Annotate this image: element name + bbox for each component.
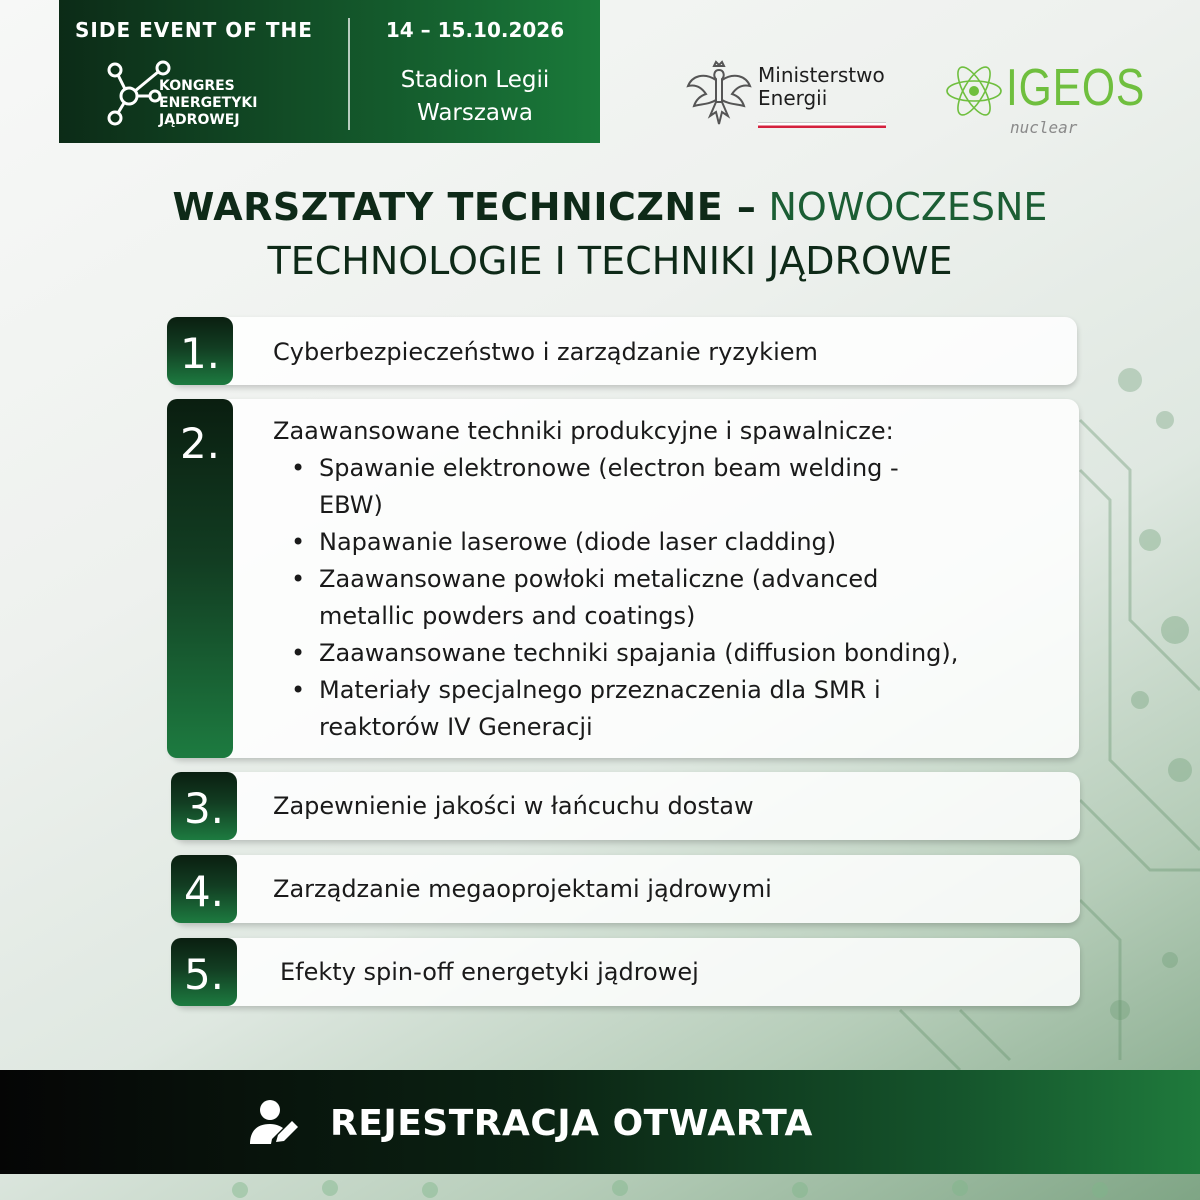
side-event-label: SIDE EVENT OF THE <box>75 18 313 42</box>
sub-item-5-line-2: reaktorów IV Generacji <box>319 713 593 741</box>
sub-item-4 <box>273 635 1063 672</box>
igeos-subtitle: nuclear <box>1010 118 1078 137</box>
sub-item-1 <box>273 450 1063 524</box>
item-text-4: Zarządzanie megaoprojektami jądrowymi <box>273 875 772 903</box>
sub-item-3-line-1: • Zaawansowane powłoki metaliczne (advanced <box>319 565 879 593</box>
kongres-logo-text <box>159 78 257 129</box>
registration-label[interactable]: REJESTRACJA OTWARTA <box>330 1103 813 1144</box>
title-line-2: TECHNOLOGIE I TECHNIKI JĄDROWE <box>267 239 953 283</box>
sub-item-3 <box>273 561 1063 635</box>
sub-item-5-line-1: • Materiały specjalnego przeznaczenia dla SMR i <box>319 676 881 704</box>
item-number-3: 3. <box>171 772 237 840</box>
event-date: 14 – 15.10.2026 <box>385 18 565 42</box>
kongres-line-3: JĄDROWEJ <box>159 112 240 128</box>
user-edit-icon <box>248 1098 302 1146</box>
ministry-line-2: Energii <box>758 86 828 110</box>
sub-item-3-line-2: metallic powders and coatings) <box>319 602 696 630</box>
registration-banner[interactable] <box>0 1070 1200 1174</box>
sub-item-1-line-1: • Spawanie elektronowe (electron beam welding - <box>319 454 899 482</box>
venue-line-2: Warszawa <box>417 100 533 126</box>
title-bold: WARSZTATY TECHNICZNE – <box>172 185 757 229</box>
item-number-4: 4. <box>171 855 237 923</box>
item-text-5: Efekty spin-off energetyki jądrowej <box>280 958 699 986</box>
event-venue <box>350 64 600 130</box>
event-banner <box>59 0 600 143</box>
sub-item-4-line-1: • Zaawansowane techniki spajania (diffusion bonding), <box>319 639 959 667</box>
polish-eagle-icon <box>686 60 752 128</box>
ministry-name <box>758 64 885 110</box>
sub-item-5 <box>273 672 1063 746</box>
item-text-1: Cyberbezpieczeństwo i zarządzanie ryzykiem <box>273 338 818 366</box>
item-number-1: 1. <box>167 317 233 385</box>
item-2-sublist <box>273 450 1063 746</box>
item-text-2: Zaawansowane techniki produkcyjne i spawalnicze: <box>273 417 894 445</box>
title-line-1 <box>100 180 1120 234</box>
venue-line-1: Stadion Legii <box>400 67 550 93</box>
item-number-5: 5. <box>171 938 237 1006</box>
igeos-logo <box>944 59 1146 140</box>
sub-item-2-line-1: • Napawanie laserowe (diode laser cladding) <box>319 528 837 556</box>
title-light: NOWOCZESNE <box>768 185 1048 229</box>
kongres-line-1: KONGRES <box>159 78 235 94</box>
item-text-3: Zapewnienie jakości w łańcuchu dostaw <box>273 792 754 820</box>
atom-icon <box>944 60 1004 122</box>
ministry-flag-bar <box>758 122 886 128</box>
sub-item-1-line-2: EBW) <box>319 491 383 519</box>
ministry-logo <box>686 60 891 132</box>
ministry-line-1: Ministerstwo <box>758 63 885 87</box>
kongres-line-2: ENERGETYKI <box>159 95 258 111</box>
igeos-name: IGEOS <box>1006 59 1146 117</box>
sub-item-2 <box>273 524 1063 561</box>
page-title <box>100 180 1120 288</box>
item-number-2: 2. <box>167 399 233 758</box>
